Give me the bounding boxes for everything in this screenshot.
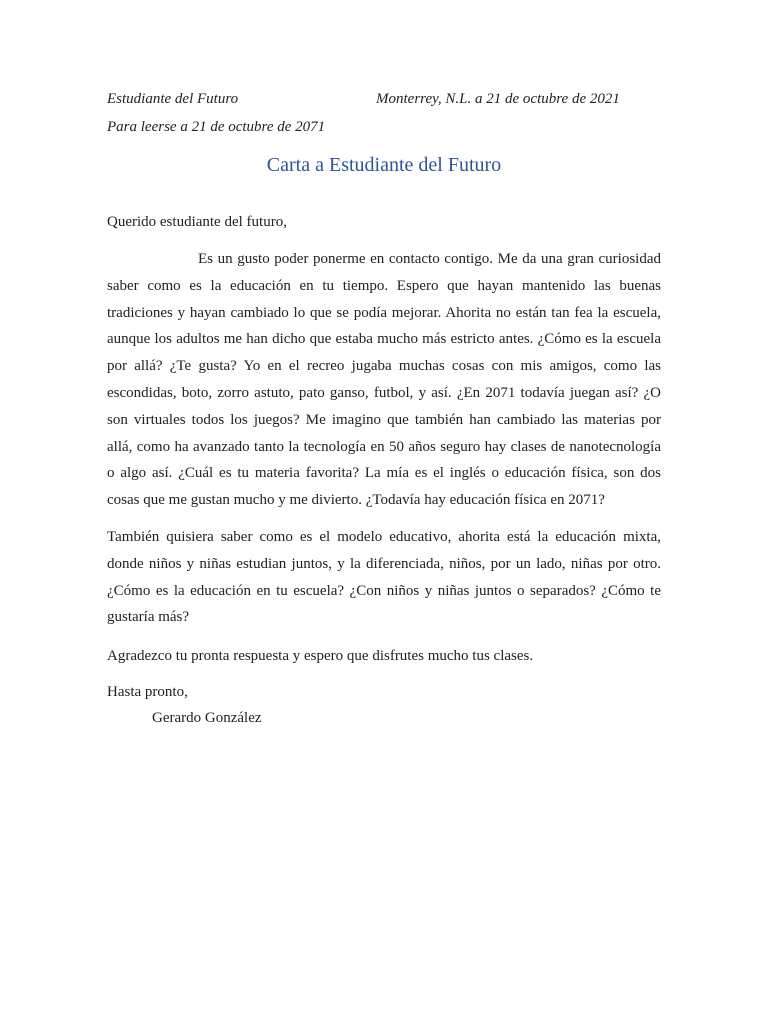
- greeting: Querido estudiante del futuro,: [107, 214, 287, 230]
- paragraph-1-line: tradiciones y hayan cambiado lo que se podía mejorar. Ahorita no están tan fea la escuela,: [107, 304, 661, 321]
- place-date-line: Monterrey, N.L. a 21 de octubre de 2021: [376, 91, 620, 107]
- paragraph-2: [107, 524, 661, 631]
- paragraph-2-line: gustaría más?: [107, 609, 190, 626]
- closing: Hasta pronto,: [107, 684, 188, 700]
- paragraph-1-line: por allá? ¿Te gusta? Yo en el recreo jugaba muchas cosas con mis amigos, como las: [107, 358, 661, 375]
- paragraph-1-line: aunque los adultos me han dicho que estaba mucho más estricto antes. ¿Cómo es la escuela: [107, 331, 661, 348]
- paragraph-1-line: saber como es la educación en tu tiempo. Espero que hayan mantenido las buenas: [107, 277, 661, 294]
- paragraph-1-line: son virtuales todos los juegos? Me imagino que también han cambiado las materias por: [107, 411, 661, 428]
- paragraph-2-line: También quisiera saber como es el modelo educativo, ahorita está la educación mixta,: [107, 529, 661, 545]
- paragraph-2-line: donde niños y niñas estudian juntos, y la diferenciada, niños, por un lado, niñas por otro.: [107, 555, 661, 572]
- paragraph-3: Agradezco tu pronta respuesta y espero que disfrutes mucho tus clases.: [107, 648, 534, 664]
- recipient-line: Estudiante del Futuro: [107, 91, 239, 107]
- paragraph-1-line: o algo así. ¿Cuál es tu materia favorita? La mía es el inglés o educación física, son dos: [107, 465, 661, 482]
- paragraph-2-line: ¿Cómo es la educación en tu escuela? ¿Con niños y niñas juntos o separados? ¿Cómo te: [107, 582, 661, 599]
- paragraph-1: [107, 246, 661, 514]
- paragraph-1-line: allá, como ha avanzado tanto la tecnología en 50 años seguro hay clases de nanotecnología: [107, 438, 661, 455]
- read-on-line: Para leerse a 21 de octubre de 2071: [107, 119, 326, 135]
- signature: Gerardo González: [152, 710, 262, 726]
- paragraph-1-line: escondidas, boto, zorro astuto, pato ganso, futbol, y así. ¿En 2071 todavía juegan así? ¿O: [107, 384, 661, 401]
- paragraph-1-line: cosas que me gustan mucho y me divierto. ¿Todavía hay educación física en 2071?: [107, 492, 605, 509]
- letter-title: Carta a Estudiante del Futuro: [266, 154, 502, 176]
- paragraph-1-line: Es un gusto poder ponerme en contacto contigo. Me da una gran curiosidad: [198, 251, 661, 267]
